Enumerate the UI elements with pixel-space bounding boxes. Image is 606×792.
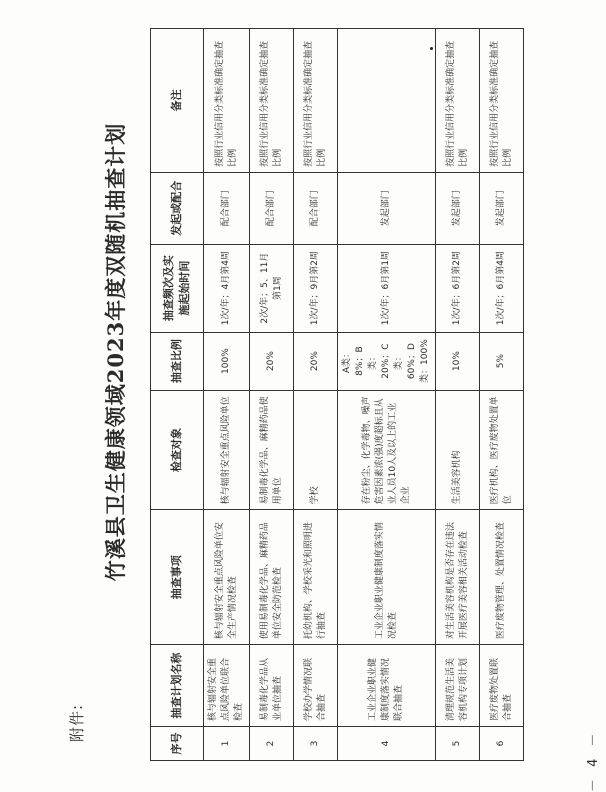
plan-name: 学校办学情况联合抽查 [294,645,338,727]
header-cell: 抽查事项 [151,510,204,645]
table-row [204,29,250,761]
inspection-item: 托幼机构、学校采光和照明进行抽查 [294,510,338,645]
table-row [480,29,524,761]
inspection-item: 医疗废物管理、处置情况检查 [480,510,524,645]
frequency-time: 1次/年；9月第2周 [294,244,338,332]
header-cell: 发起或配合 [151,172,204,244]
header-cell: 抽查频次及实施起始时间 [151,244,204,332]
row-number: 5 [436,727,480,761]
inspection-target: 核与辐射安全重点风险单位 [204,390,250,510]
header-cell: 抽查计划名称 [151,645,204,727]
frequency-time: 1次/年；6月第4周 [480,244,524,332]
initiator-role: 配合部门 [250,172,294,244]
header-cell: 序号 [151,727,204,761]
row-number: 1 [204,727,250,761]
remarks: 按照行业信用分类标准确定抽查比例 [204,29,250,173]
annex-label: 附件: [68,703,86,742]
plan-name: 工业企业职业健康制度落实情况联合抽查 [338,645,436,727]
inspection-plan-table [150,28,524,761]
inspection-target: 生活美容机构 [436,390,480,510]
plan-name: 易制毒化学品从业单位抽查 [250,645,294,727]
inspection-item: 核与辐射安全重点风险单位安全生产情况检查 [204,510,250,645]
header-cell: 备注 [151,29,204,173]
frequency-time: 2次/年；5、11月第1周 [250,244,294,332]
initiator-role: 配合部门 [294,172,338,244]
inspection-item: 对生活美容机构是否存在违法开展医疗美容相关活动检查 [436,510,480,645]
header-cell: 抽查比例 [151,332,204,390]
row-number: 6 [480,727,524,761]
page-number: － 4 － [586,729,601,792]
inspection-item: 使用易制毒化学品、麻精药品单位安全防范检查 [250,510,294,645]
table-row [250,29,294,761]
row-number: 3 [294,727,338,761]
document-title: 竹溪县卫生健康领域2023年度双随机抽查计划 [103,122,128,582]
sampling-ratio: 10% [436,332,480,390]
inspection-target: 学校 [294,390,338,510]
table-row [338,29,436,761]
frequency-time: 1次/年；4月第4周 [204,244,250,332]
initiator-role: 发起部门 [436,172,480,244]
inspection-item: 工业企业职业健康制度落实情况检查 [338,510,436,645]
initiator-role: 发起部门 [338,172,436,244]
row-number: 4 [338,727,436,761]
row-number: 2 [250,727,294,761]
sampling-ratio: 100% [204,332,250,390]
table-row [294,29,338,761]
header-cell: 检查对象 [151,390,204,510]
plan-name: 清理规范生活美容机构专项计划 [436,645,480,727]
plan-name: 核与辐射安全重点风险单位联合检查 [204,645,250,727]
remarks: 按照行业信用分类标准确定抽查比例 [436,29,480,173]
initiator-role: 配合部门 [204,172,250,244]
plan-name: 医疗废物处置联合抽查 [480,645,524,727]
table-row [436,29,480,761]
sampling-ratio: 20% [250,332,294,390]
remarks: 按照行业信用分类标准确定抽查比例 [250,29,294,173]
inspection-target: 易制毒化学品、麻精药品使用单位 [250,390,294,510]
remarks: 按照行业信用分类标准确定抽查比例 [480,29,524,173]
remarks: 按照行业信用分类标准确定抽查比例 [294,29,338,173]
sampling-ratio: 5% [480,332,524,390]
frequency-time: 1次/年；6月第2周 [436,244,480,332]
inspection-target: 医疗机构、医疗废物处置单位 [480,390,524,510]
sampling-ratio: 20% [294,332,338,390]
table-header-row [151,29,204,761]
initiator-role: 发起部门 [480,172,524,244]
remarks [338,29,436,173]
scan-speck [430,47,433,50]
inspection-target: 存在粉尘、化学毒物、噪声危害因素浓(强)度超标且从业人员10人及以上的工业企业 [338,390,436,510]
frequency-time: 1次/年；6月第1周 [338,244,436,332]
sampling-ratio: A类：8%；B类：20%；C类：60%；D类：100% [338,332,436,390]
